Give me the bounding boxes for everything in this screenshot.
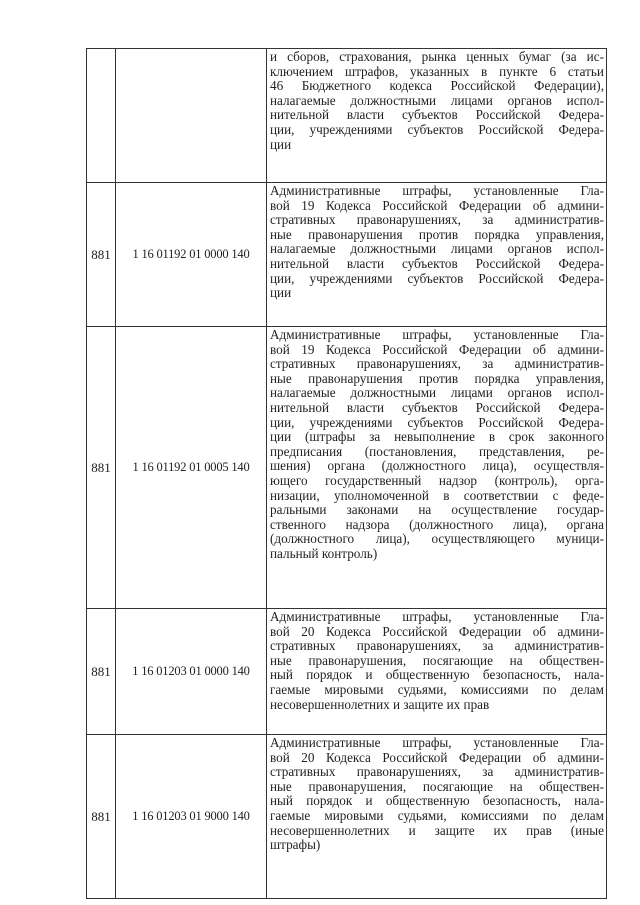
description-line: вой 20 Кодекса Российской Федерации об админи- (270, 624, 604, 639)
description-cell (267, 49, 607, 183)
description-line: ции (270, 137, 292, 152)
kbk-code-cell: 1 16 01203 01 9000 140 (116, 735, 267, 899)
description-line: шения) органа (должностного лица), осуществля- (270, 459, 604, 474)
description-line: нительной власти субъектов Российской Федера- (270, 400, 604, 415)
description-line: налагаемые должностными лицами органов испол- (270, 242, 604, 257)
description-line: гаемые мировыми судьями, комиссиями по делам (270, 808, 604, 823)
table-row (87, 735, 607, 899)
description-line: ции, учреждениями субъектов Российской Федера- (270, 122, 604, 137)
description-line: ральными законами на осуществление государ- (270, 503, 604, 518)
description-line: ные правонарушения против порядка управления, (270, 227, 604, 242)
description-line: Административные штрафы, установленные Гла- (270, 184, 604, 198)
admin-code-cell: 881 (87, 327, 116, 609)
kbk-code-cell (116, 49, 267, 183)
description-cell (267, 735, 607, 899)
description-line: ции (штрафы за невыполнение в срок законного (270, 430, 604, 445)
description-cell (267, 183, 607, 327)
description-line: ный порядок и общественную безопасность, нала- (270, 794, 604, 809)
description-line: ции (270, 286, 292, 301)
description-line: ции, учреждениями субъектов Российской Федера- (270, 415, 604, 430)
description-line: предписания (постановления, представления, ре- (270, 444, 604, 459)
admin-code-cell: 881 (87, 609, 116, 735)
description-line: (должностного лица), осуществляющего муници- (270, 532, 604, 547)
table-row (87, 327, 607, 609)
description-line: нительной власти субъектов Российской Федера- (270, 256, 604, 271)
description-line: ные правонарушения, посягающие на обществен- (270, 653, 604, 668)
description-line: штрафы) (270, 838, 321, 853)
description-line: 46 Бюджетного кодекса Российской Федерации), (270, 79, 604, 94)
description-line: стративных правонарушениях, за административ- (270, 357, 604, 372)
description-line: пальный контроль) (270, 546, 378, 561)
admin-code-cell: 881 (87, 183, 116, 327)
table-row (87, 183, 607, 327)
description-line: ключением штрафов, указанных в пункте 6 статьи (270, 64, 604, 79)
description-line: нительной власти субъектов Российской Федера- (270, 108, 604, 123)
kbk-code-cell: 1 16 01192 01 0005 140 (116, 327, 267, 609)
description-line: вой 20 Кодекса Российской Федерации об админи- (270, 750, 604, 765)
description-cell (267, 609, 607, 735)
description-line: Административные штрафы, установленные Гла- (270, 328, 604, 342)
table-row (87, 609, 607, 735)
description-line: вой 19 Кодекса Российской Федерации об админи- (270, 342, 604, 357)
description-line: вой 19 Кодекса Российской Федерации об админи- (270, 198, 604, 213)
description-cell (267, 327, 607, 609)
description-line: налагаемые должностными лицами органов испол- (270, 93, 604, 108)
description-line: несовершеннолетних и защите их прав (270, 697, 490, 712)
description-line: ные правонарушения против порядка управления, (270, 371, 604, 386)
description-line: гаемые мировыми судьями, комиссиями по делам (270, 682, 604, 697)
description-line: ные правонарушения, посягающие на обществен- (270, 779, 604, 794)
description-line: ственного надзора (должностного лица), органа (270, 517, 604, 532)
description-line: Административные штрафы, установленные Гла- (270, 610, 604, 624)
budget-code-table (86, 48, 607, 899)
table-row (87, 49, 607, 183)
kbk-code-cell: 1 16 01203 01 0000 140 (116, 609, 267, 735)
description-line: Административные штрафы, установленные Гла- (270, 736, 604, 750)
description-line: ный порядок и общественную безопасность, нала- (270, 668, 604, 683)
description-line: ющего государственный надзор (контроль), орга- (270, 473, 604, 488)
kbk-code-cell: 1 16 01192 01 0000 140 (116, 183, 267, 327)
description-line: несовершеннолетних и защите их прав (иные (270, 823, 604, 838)
description-line: стративных правонарушениях, за административ- (270, 639, 604, 654)
description-line: ции, учреждениями субъектов Российской Федера- (270, 271, 604, 286)
description-line: и сборов, страхования, рынка ценных бумаг (за ис- (270, 50, 604, 64)
description-line: низации, уполномоченной в соответствии с феде- (270, 488, 604, 503)
description-line: налагаемые должностными лицами органов испол- (270, 386, 604, 401)
description-line: стративных правонарушениях, за административ- (270, 213, 604, 228)
admin-code-cell (87, 49, 116, 183)
admin-code-cell: 881 (87, 735, 116, 899)
description-line: стративных правонарушениях, за административ- (270, 765, 604, 780)
